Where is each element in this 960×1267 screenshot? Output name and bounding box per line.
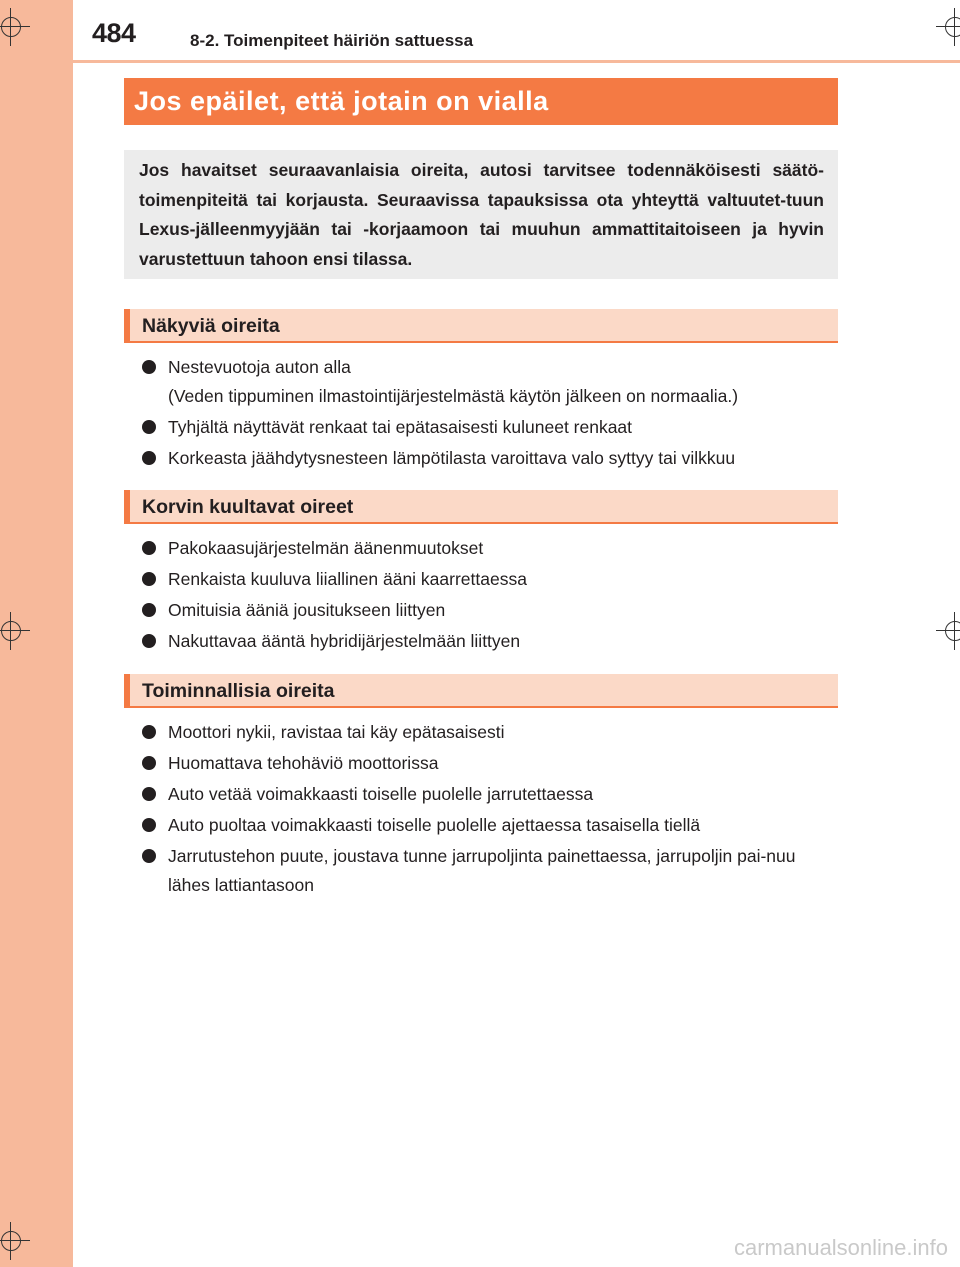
- bullet-icon: [142, 756, 156, 770]
- crop-mark-icon: [0, 14, 24, 40]
- page-number: 484: [92, 18, 136, 48]
- crop-mark-icon: [0, 1228, 24, 1254]
- functional-symptoms-list: [142, 718, 842, 902]
- section-heading-functional: Toiminnallisia oireita: [124, 674, 838, 708]
- bullet-icon: [142, 634, 156, 648]
- list-item: Auto puoltaa voimakkaasti toiselle puolelle ajettaessa tasaisella tiellä: [142, 811, 842, 840]
- bullet-icon: [142, 360, 156, 374]
- list-item: Nakuttavaa ääntä hybridijärjestelmään liittyen: [142, 627, 842, 656]
- list-item: Jarrutustehon puute, joustava tunne jarrupoljinta painettaessa, jarrupoljin pai-nuu lähes lattiantasoon: [142, 842, 842, 900]
- bullet-icon: [142, 725, 156, 739]
- section-path: 8-2. Toimenpiteet häiriön sattuessa: [190, 31, 474, 50]
- bullet-icon: [142, 818, 156, 832]
- list-item: Huomattava tehohäviö moottorissa: [142, 749, 842, 778]
- list-item: Omituisia ääniä jousitukseen liittyen: [142, 596, 842, 625]
- crop-mark-icon: [942, 618, 960, 644]
- list-item: Renkaista kuuluva liiallinen ääni kaarrettaessa: [142, 565, 842, 594]
- crop-mark-icon: [942, 14, 960, 40]
- list-item: Korkeasta jäähdytysnesteen lämpötilasta varoittava valo syttyy tai vilkkuu: [142, 444, 842, 473]
- list-item: Pakokaasujärjestelmän äänenmuutokset: [142, 534, 842, 563]
- bullet-icon: [142, 603, 156, 617]
- list-item: Tyhjältä näyttävät renkaat tai epätasaisesti kuluneet renkaat: [142, 413, 842, 442]
- bullet-icon: [142, 541, 156, 555]
- list-item: Auto vetää voimakkaasti toiselle puolelle jarrutettaessa: [142, 780, 842, 809]
- crop-mark-icon: [0, 618, 24, 644]
- bullet-icon: [142, 787, 156, 801]
- audible-symptoms-list: [142, 534, 842, 658]
- header-rule: [73, 60, 960, 63]
- list-item: Nestevuotoja auton alla (Veden tippuminen ilmastointijärjestelmästä käytön jälkeen on normaalia.): [142, 353, 842, 411]
- visible-symptoms-list: [142, 353, 842, 475]
- list-item: Moottori nykii, ravistaa tai käy epätasaisesti: [142, 718, 842, 747]
- bullet-icon: [142, 572, 156, 586]
- bullet-icon: [142, 451, 156, 465]
- bullet-icon: [142, 420, 156, 434]
- intro-paragraph: Jos havaitset seuraavanlaisia oireita, autosi tarvitsee todennäköisesti säätö-toimenpiteitä tai korjausta. Seuraavissa tapauksissa ota yhteyttä valtuutet-tuun Lexus-jälleenmyyjään tai -korjaamoon tai muuhun ammattitaitoiseen ja hyvin varustettuun tahoon ensi tilassa.: [124, 150, 838, 279]
- section-heading-visible: Näkyviä oireita: [124, 309, 838, 343]
- bullet-icon: [142, 849, 156, 863]
- list-item-note: (Veden tippuminen ilmastointijärjestelmästä käytön jälkeen on normaalia.): [168, 386, 739, 406]
- watermark: carmanualsonline.info: [733, 1235, 948, 1260]
- page-title: Jos epäilet, että jotain on vialla: [124, 78, 838, 125]
- section-heading-audible: Korvin kuultavat oireet: [124, 490, 838, 524]
